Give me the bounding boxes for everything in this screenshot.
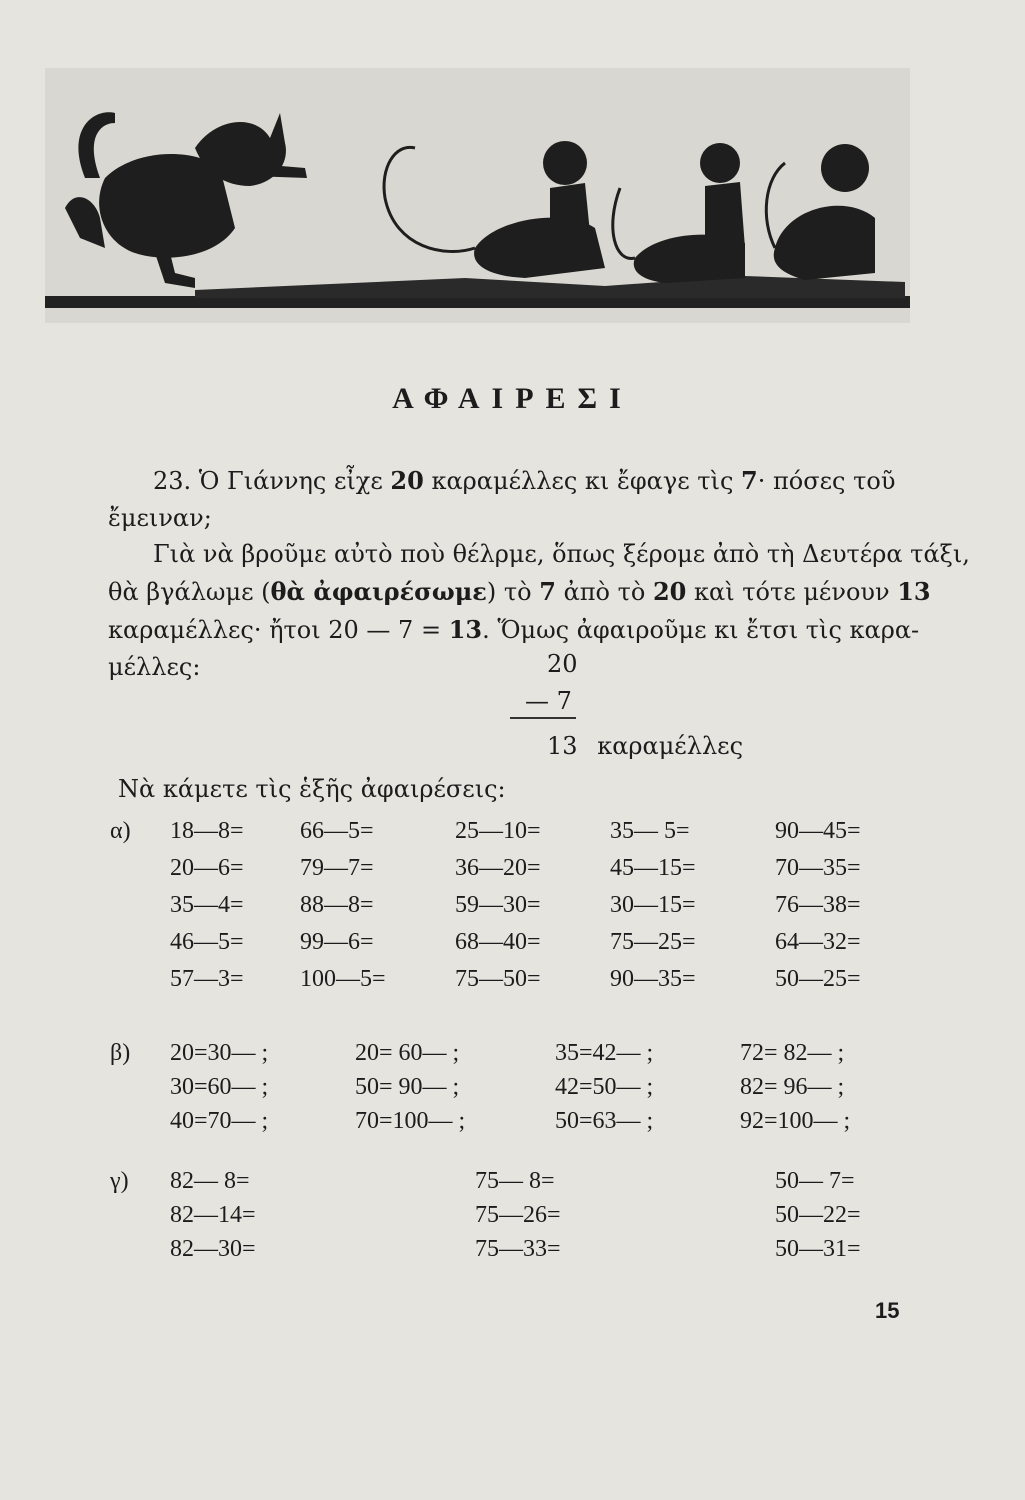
exercise-section-b — [110, 1040, 910, 1140]
exercise-a-r2-c2: 79—7= — [300, 855, 374, 881]
exercise-b-r3-c2: 70=100— ; — [355, 1108, 466, 1134]
exercise-c-r2-c3: 50—22= — [775, 1202, 861, 1228]
exercise-c-r1-c1: 82— 8= — [170, 1168, 250, 1194]
explanation-l2e: ἀπὸ τὸ — [555, 578, 653, 606]
exercise-a-r3-c2: 88—8= — [300, 892, 374, 918]
exercise-section-c — [110, 1168, 910, 1268]
exercise-a-r1-c3: 25—10= — [455, 818, 541, 844]
section-a-marker: α) — [110, 818, 131, 844]
explanation-l2a: θὰ βγάλωμε ( — [108, 578, 271, 606]
problem-text-start: 23. Ὁ Γιάννης εἶχε — [153, 467, 391, 495]
exercise-a-r1-c2: 66—5= — [300, 818, 374, 844]
explanation-line4: μέλλες: — [108, 653, 201, 681]
explanation-l2h: 13 — [897, 577, 931, 606]
exercise-a-r3-c1: 35—4= — [170, 892, 244, 918]
exercise-a-r4-c2: 99—6= — [300, 929, 374, 955]
cats-and-mice-illustration — [45, 68, 910, 323]
exercise-a-r2-c5: 70—35= — [775, 855, 861, 881]
exercise-b-r2-c2: 50= 90— ; — [355, 1074, 460, 1100]
section-b-marker: β) — [110, 1040, 131, 1066]
exercise-c-r2-c2: 75—26= — [475, 1202, 561, 1228]
vertical-subtraction — [515, 646, 743, 765]
exercise-b-r3-c1: 40=70— ; — [170, 1108, 269, 1134]
problem-text-mid: καραμέλλες κι ἔφαγε τὶς — [423, 467, 742, 495]
exercise-a-r3-c4: 30—15= — [610, 892, 696, 918]
exercise-b-r1-c2: 20= 60— ; — [355, 1040, 460, 1066]
exercise-section-a — [110, 818, 910, 1003]
explanation-line1: Γιὰ νὰ βροῦμε αὐτὸ ποὺ θέλρμε, ὅπως ξέρομε ἀπὸ τὴ Δευτέρα τάξι, — [153, 540, 970, 568]
explanation-l2b: θὰ ἀφαιρέσωμε — [270, 577, 487, 606]
explanation-paragraph — [108, 536, 970, 686]
exercise-a-r5-c3: 75—50= — [455, 966, 541, 992]
exercise-b-r3-c4: 92=100— ; — [740, 1108, 851, 1134]
page-title: ΑΦΑΙΡΕΣΙ — [392, 382, 633, 415]
exercise-c-r1-c3: 50— 7= — [775, 1168, 855, 1194]
exercise-a-r5-c2: 100—5= — [300, 966, 386, 992]
page-number: 15 — [875, 1298, 900, 1323]
problem-text-line2: ἔμειναν; — [108, 504, 212, 532]
exercise-b-r2-c1: 30=60— ; — [170, 1074, 269, 1100]
problem-statement — [108, 462, 898, 537]
exercise-a-r5-c5: 50—25= — [775, 966, 861, 992]
exercise-b-r2-c4: 82= 96— ; — [740, 1074, 845, 1100]
exercise-a-r2-c4: 45—15= — [610, 855, 696, 881]
problem-text-end: · πόσες τοῦ — [757, 467, 896, 495]
exercise-a-r4-c1: 46—5= — [170, 929, 244, 955]
exercise-b-r1-c3: 35=42— ; — [555, 1040, 654, 1066]
exercise-a-r5-c4: 90—35= — [610, 966, 696, 992]
minuend: 20 — [547, 650, 578, 678]
problem-number-20: 20 — [390, 466, 424, 495]
subtraction-rule — [510, 717, 576, 719]
exercise-a-r4-c3: 68—40= — [455, 929, 541, 955]
explanation-l3a: καραμέλλες· ἤτοι 20 — 7 = — [108, 616, 449, 644]
exercise-a-r2-c3: 36—20= — [455, 855, 541, 881]
exercise-c-r3-c2: 75—33= — [475, 1236, 561, 1262]
exercise-c-r1-c2: 75— 8= — [475, 1168, 555, 1194]
exercise-c-r2-c1: 82—14= — [170, 1202, 256, 1228]
exercise-a-r1-c5: 90—45= — [775, 818, 861, 844]
exercise-b-r3-c3: 50=63— ; — [555, 1108, 654, 1134]
exercise-b-r2-c3: 42=50— ; — [555, 1074, 654, 1100]
exercise-c-r3-c1: 82—30= — [170, 1236, 256, 1262]
exercise-b-r1-c4: 72= 82— ; — [740, 1040, 845, 1066]
exercise-a-r1-c4: 35— 5= — [610, 818, 690, 844]
explanation-l3c: . Ὅμως ἀφαιροῦμε κι ἔτσι τὶς καρα- — [482, 616, 920, 644]
result-label: καραμέλλες — [597, 732, 744, 760]
exercise-a-r3-c3: 59—30= — [455, 892, 541, 918]
explanation-l2d: 7 — [539, 577, 556, 606]
exercise-a-r1-c1: 18—8= — [170, 818, 244, 844]
exercise-a-r2-c1: 20—6= — [170, 855, 244, 881]
exercise-a-r4-c5: 64—32= — [775, 929, 861, 955]
subtrahend: — 7 — [525, 687, 572, 715]
exercise-c-r3-c3: 50—31= — [775, 1236, 861, 1262]
result: 13 — [547, 732, 578, 760]
explanation-l2f: 20 — [652, 577, 687, 606]
problem-number-7: 7 — [741, 466, 758, 495]
explanation-l2c: ) τὸ — [486, 578, 540, 606]
exercise-a-r5-c1: 57—3= — [170, 966, 244, 992]
exercise-b-r1-c1: 20=30— ; — [170, 1040, 269, 1066]
exercise-a-r3-c5: 76—38= — [775, 892, 861, 918]
exercise-a-r4-c4: 75—25= — [610, 929, 696, 955]
exercise-instruction: Νὰ κάμετε τὶς ἑξῆς ἀφαιρέσεις: — [118, 775, 506, 803]
explanation-l3b: 13 — [448, 615, 483, 644]
explanation-l2g: καὶ τότε μένουν — [686, 578, 898, 606]
section-c-marker: γ) — [110, 1168, 129, 1194]
